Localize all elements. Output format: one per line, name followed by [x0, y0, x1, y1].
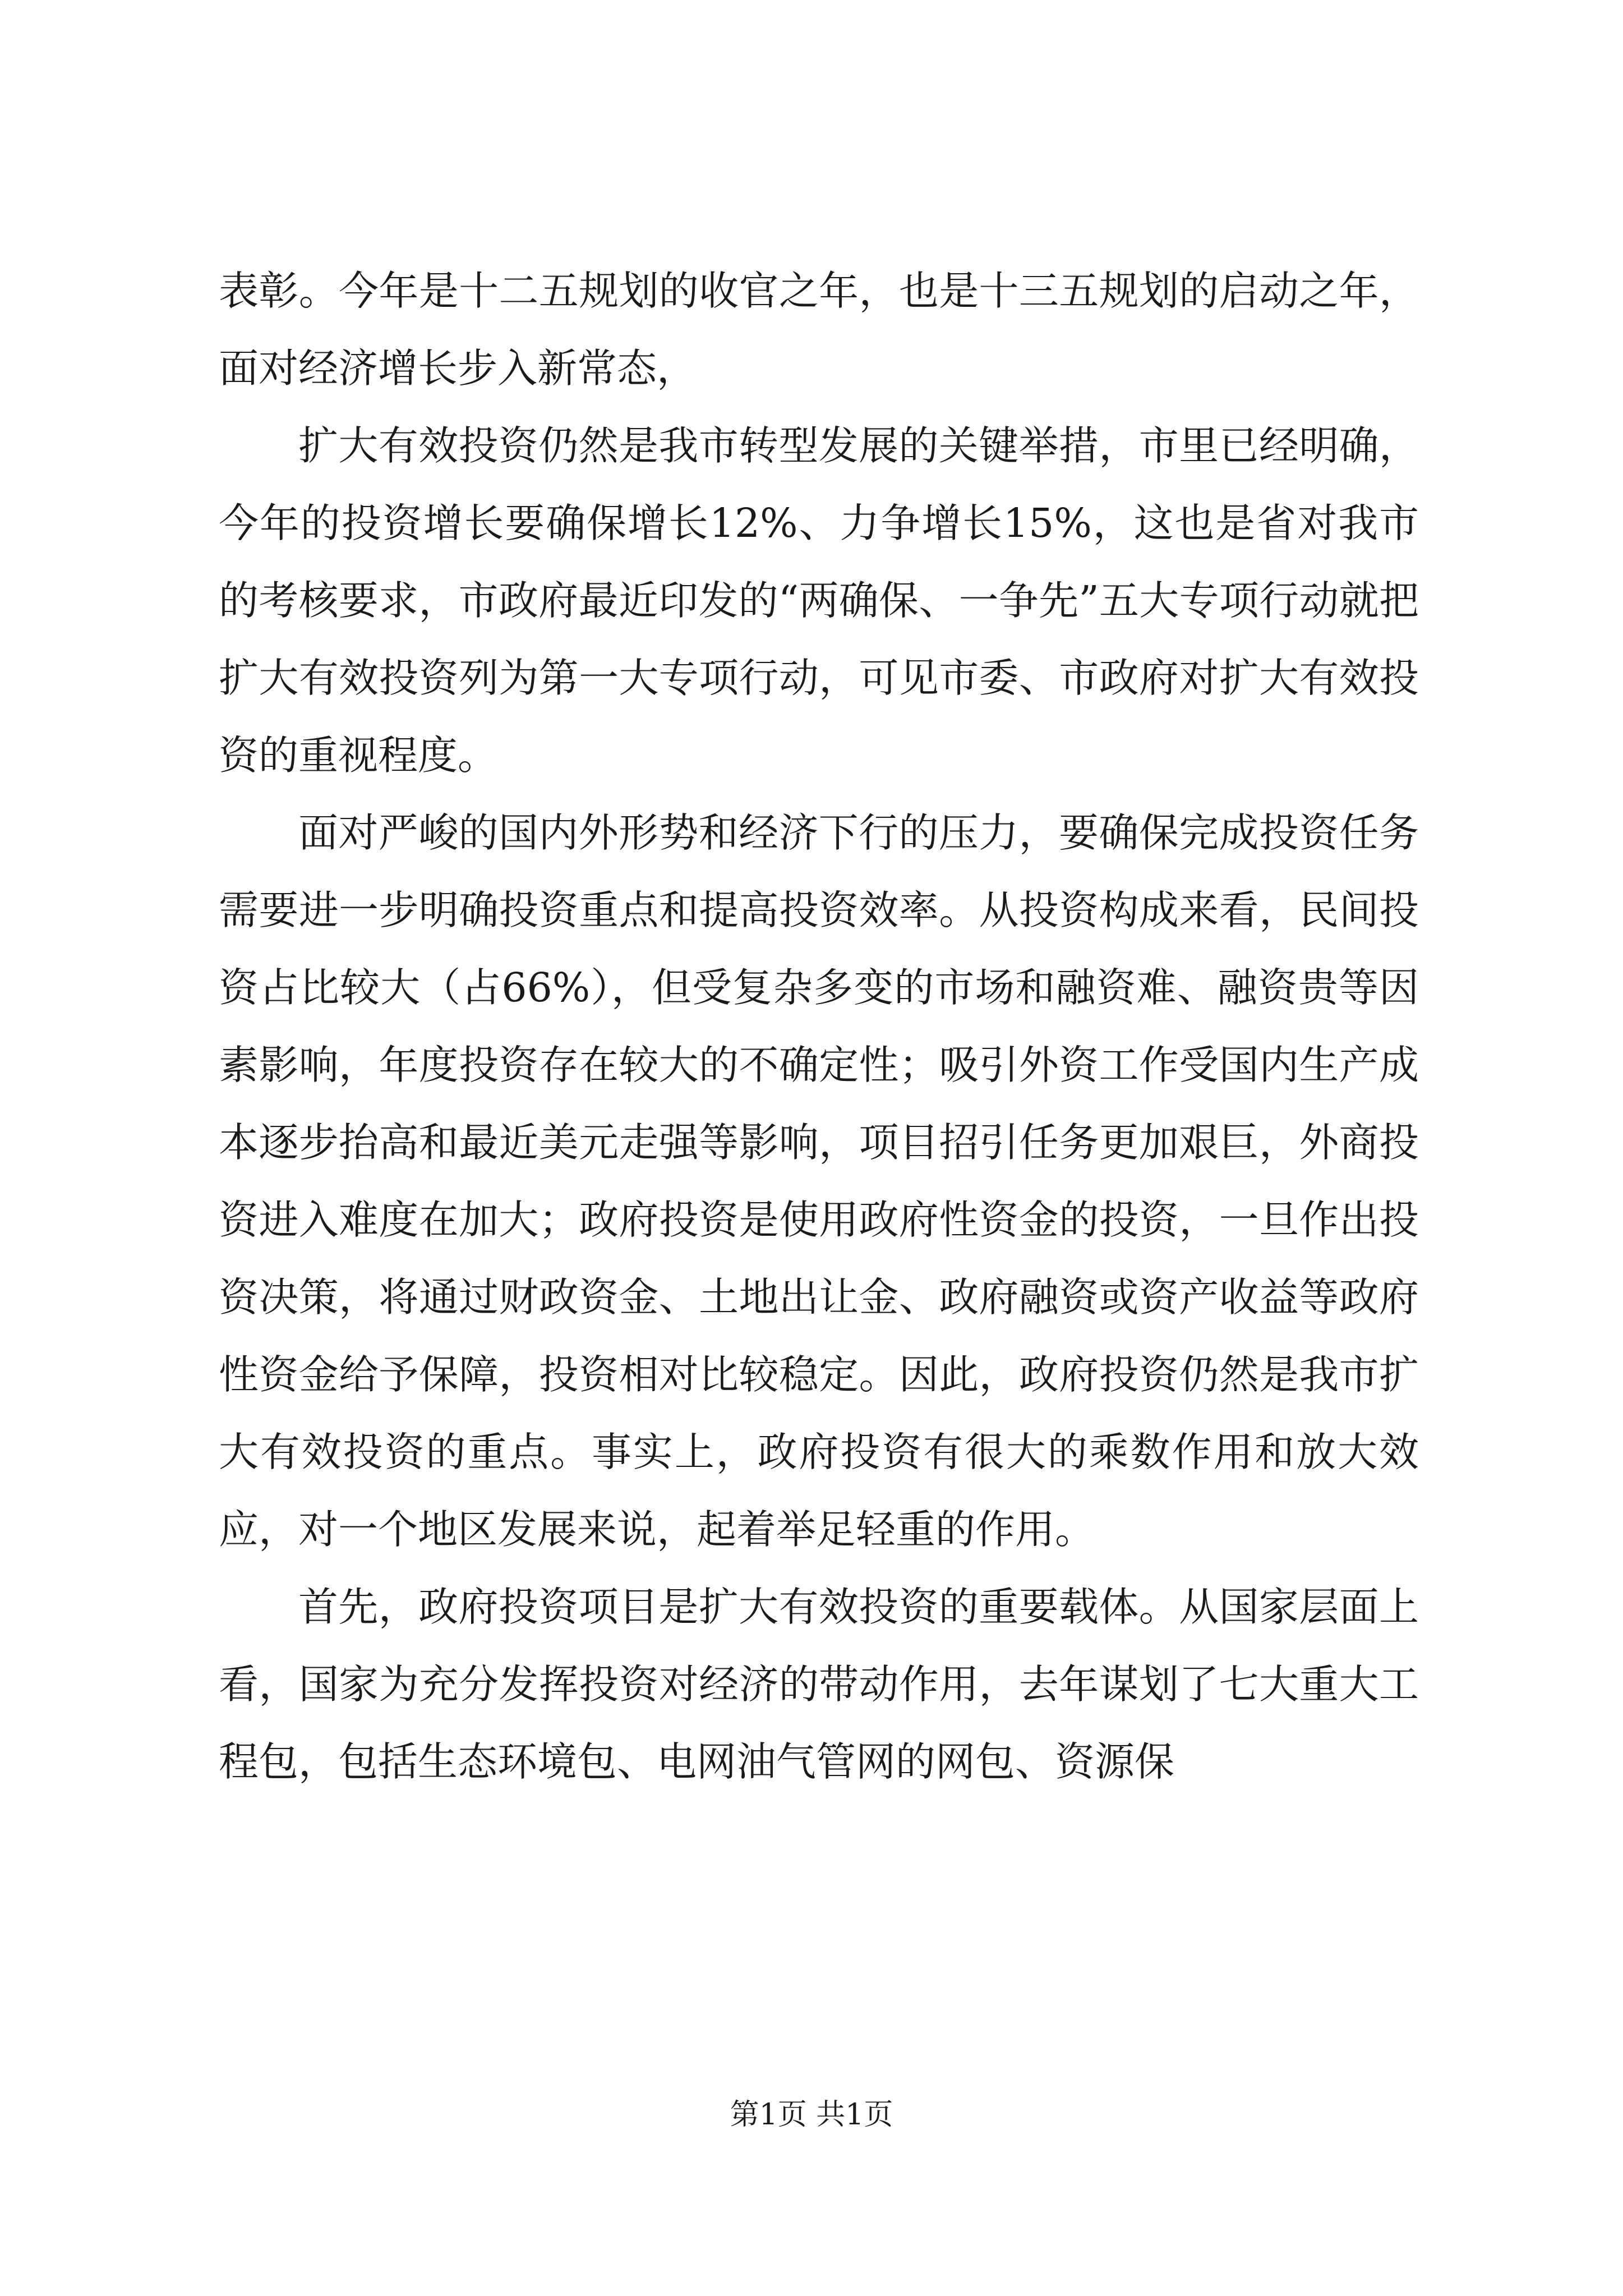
paragraph-investment-structure: 面对严峻的国内外形势和经济下行的压力，要确保完成投资任务需要进一步明确投资重点和提高投资效率。从投资构成来看，民间投资占比较大（占66%），但受复杂多变的市场和融资难、融资贵等因素影响，年度投资存在较大的不确定性；吸引外资工作受国内生产成本逐步抬高和最近美元走强等影响，项目招引任务更加艰巨，外商投资进入难度在加大；政府投资是使用政府性资金的投资，一旦作出投资决策，将通过财政资金、土地出让金、政府融资或资产收益等政府性资金给予保障，投资相对比较稳定。因此，政府投资仍然是我市扩大有效投资的重点。事实上，政府投资有很大的乘数作用和放大效应，对一个地区发展来说，起着举足轻重的作用。	[219, 809, 1419, 1553]
document-body	[219, 252, 1419, 1801]
page-footer: 第1页 共1页	[730, 2098, 893, 2132]
paragraph-continuation: 表彰。今年是十二五规划的收官之年，也是十三五规划的启动之年，面对经济增长步入新常态，	[219, 268, 1419, 392]
paragraph-government-projects: 首先，政府投资项目是扩大有效投资的重要载体。从国家层面上看，国家为充分发挥投资对经济的带动作用，去年谋划了七大重大工程包，包括生态环境包、电网油气管网的网包、资源保	[219, 1584, 1419, 1785]
paragraph-investment-targets: 扩大有效投资仍然是我市转型发展的关键举措，市里已经明确，今年的投资增长要确保增长12%、力争增长15%，这也是省对我市的考核要求，市政府最近印发的“两确保、一争先”五大专项行动就把扩大有效投资列为第一大专项行动，可见市委、市政府对扩大有效投资的重视程度。	[219, 422, 1419, 779]
